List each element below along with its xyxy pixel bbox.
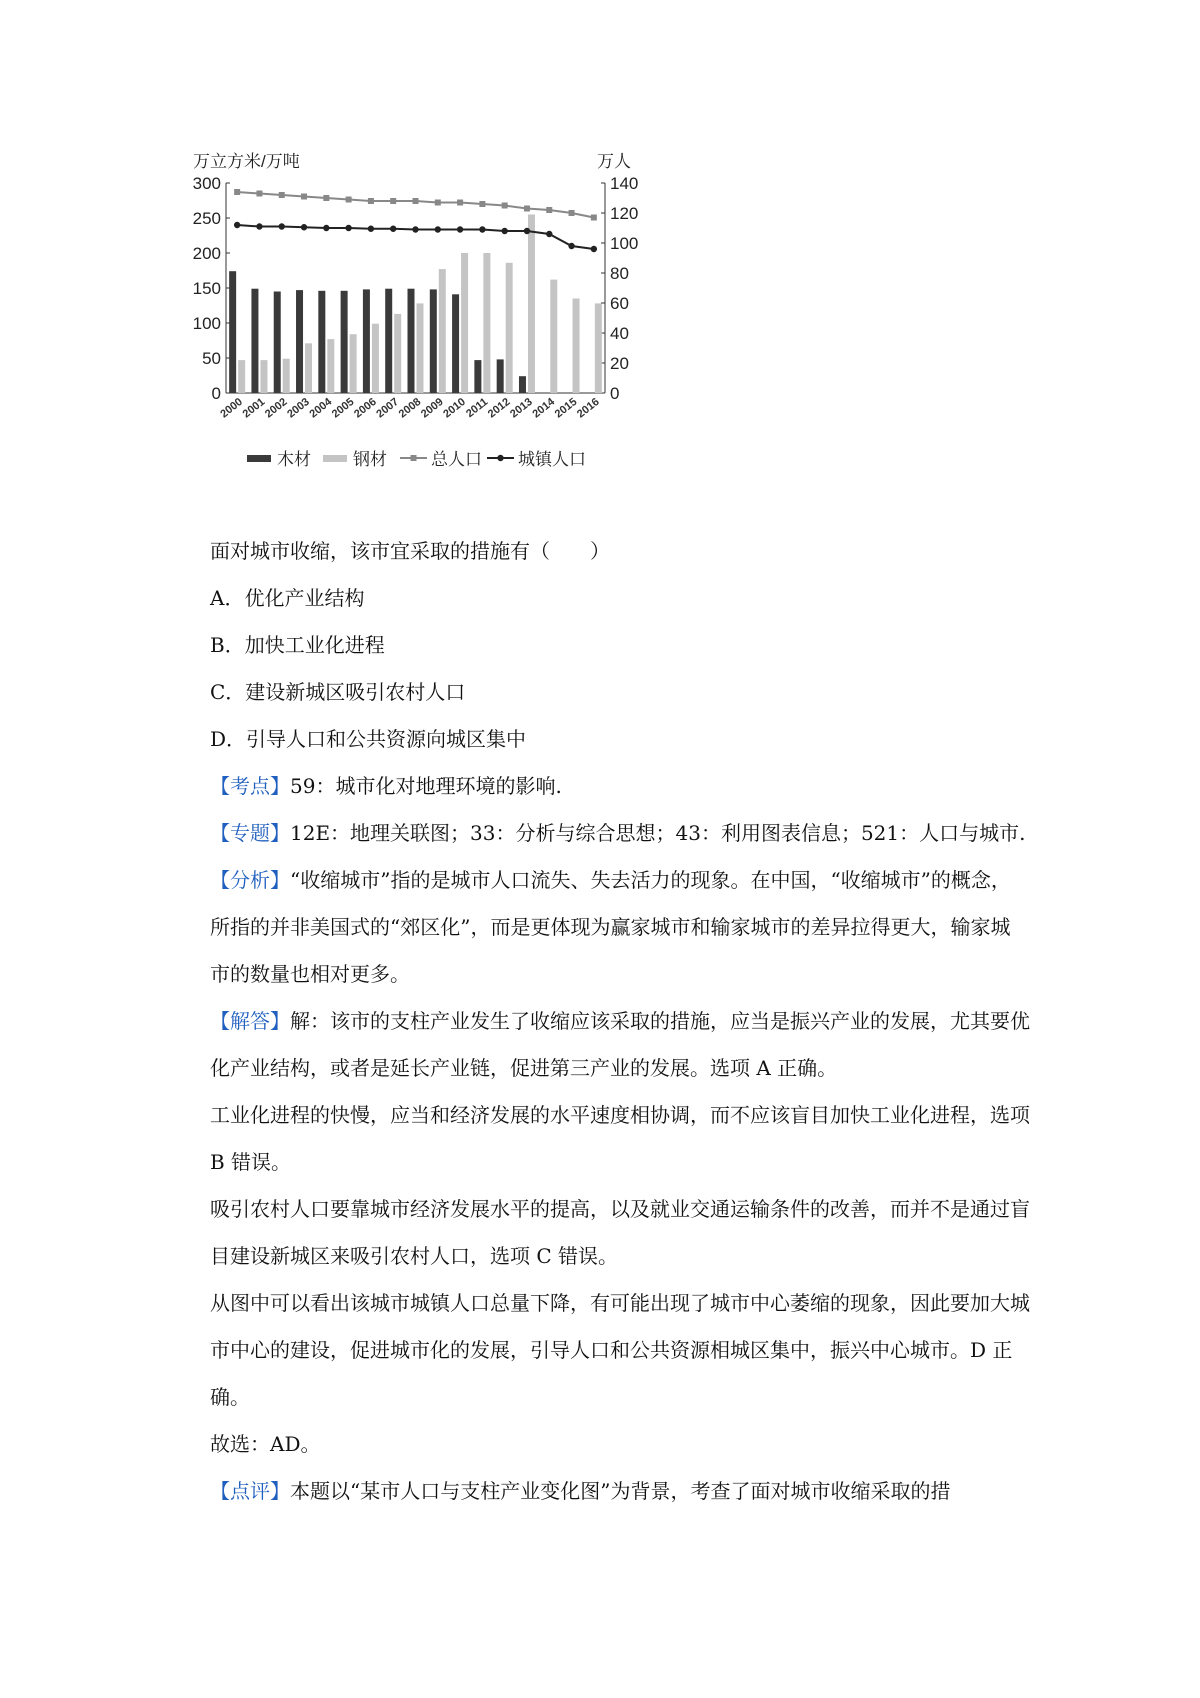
right-tick-label: 120	[610, 204, 639, 223]
total-population-point	[256, 191, 262, 197]
total-population-point	[502, 203, 508, 209]
total-population-point	[546, 207, 552, 213]
jieda-section	[210, 998, 1030, 1092]
legend-swatch-wood	[247, 455, 271, 462]
x-tick-label: 2001	[240, 395, 268, 421]
urban-population-point	[524, 228, 530, 234]
urban-population-point	[345, 225, 351, 231]
left-tick-label: 100	[192, 314, 221, 333]
zhuanti-text: 12E：地理关联图；33：分析与综合思想；43：利用图表信息；521：人口与城市.	[290, 821, 1026, 845]
x-tick-label: 2014	[530, 395, 558, 421]
kaodian-tag: 【考点】	[210, 774, 290, 798]
x-tick-label: 2008	[396, 395, 424, 421]
legend-swatch-steel	[323, 455, 347, 462]
wood-bar	[318, 291, 325, 393]
urban-population-point	[323, 225, 329, 231]
total-population-point	[279, 192, 285, 198]
total-population-point	[323, 195, 329, 201]
steel-bar	[305, 343, 312, 393]
chart-axes	[193, 174, 639, 403]
option-d: D．引导人口和公共资源向城区集中	[210, 727, 527, 751]
urban-population-point	[479, 226, 485, 232]
chart-legend	[247, 450, 586, 469]
x-tick-label: 2006	[352, 395, 379, 421]
total-population-point	[368, 198, 374, 204]
urban-population-point	[279, 223, 285, 229]
x-tick-label: 2013	[508, 395, 535, 421]
x-tick-label: 2002	[262, 395, 290, 421]
right-tick-label: 80	[610, 264, 629, 283]
x-tick-label: 2000	[218, 395, 245, 421]
steel-bar	[327, 339, 334, 393]
x-tick-label: 2012	[485, 395, 513, 421]
right-tick-label: 0	[610, 384, 620, 403]
urban-population-point	[435, 226, 441, 232]
total-population-point	[569, 210, 575, 216]
option-a: A．优化产业结构	[210, 586, 365, 610]
dianping-tag: 【点评】	[210, 1479, 290, 1503]
option-b: B．加快工业化进程	[210, 633, 385, 657]
x-tick-label: 2015	[552, 395, 580, 421]
steel-bar	[238, 360, 245, 393]
urban-population-point	[457, 226, 463, 232]
urban-population-point	[412, 226, 418, 232]
steel-bar	[283, 359, 290, 393]
x-tick-label: 2016	[575, 395, 602, 421]
urban-population-point	[234, 222, 240, 228]
zhuanti-tag: 【专题】	[210, 821, 290, 845]
kaodian-section	[210, 763, 1030, 810]
urban-population-point	[368, 226, 374, 232]
left-tick-label: 200	[192, 244, 221, 263]
right-tick-label: 140	[610, 174, 639, 193]
right-axis-title: 万人	[597, 152, 631, 171]
steel-bar	[483, 253, 490, 393]
wood-bar	[408, 289, 415, 393]
steel-bar	[573, 299, 580, 394]
wood-bar	[452, 294, 459, 393]
fenxi-tag: 【分析】	[210, 868, 290, 892]
wood-bar	[474, 360, 481, 393]
total-population-point	[457, 200, 463, 206]
urban-population-point	[546, 231, 552, 237]
left-tick-label: 250	[192, 209, 221, 228]
urban-population-point	[568, 243, 574, 249]
total-population-point	[346, 197, 352, 203]
steel-bar	[506, 263, 513, 393]
steel-bar	[595, 303, 602, 393]
jieda-tag: 【解答】	[210, 1009, 290, 1033]
x-tick-label: 2011	[464, 395, 491, 421]
urban-population-point	[501, 228, 507, 234]
steel-bar	[394, 314, 401, 393]
urban-population-point	[301, 224, 307, 230]
right-tick-label: 40	[610, 324, 629, 343]
total-population-line	[237, 192, 594, 218]
wood-bar	[430, 289, 437, 393]
x-tick-label: 2007	[374, 395, 402, 421]
left-tick-label: 0	[211, 384, 221, 403]
wood-bar	[363, 289, 370, 393]
fenxi-text: “收缩城市”指的是城市人口流失、失去活力的现象。在中国，“收缩城市”的概念，所指的并非美国式的“郊区化”，而是更体现为赢家城市和输家城市的差异拉得更大，输家城市的数量也相对更多。	[210, 868, 1011, 986]
wood-bar	[385, 289, 392, 393]
legend-label-total-pop: 总人口	[431, 450, 482, 469]
left-axis-title: 万立方米/万吨	[193, 152, 300, 171]
left-tick-label: 300	[192, 174, 221, 193]
dianping-text: 本题以“某市人口与支柱产业变化图”为背景，考查了面对城市收缩采取的措	[290, 1479, 951, 1503]
x-tick-label: 2005	[329, 395, 357, 421]
x-tick-label: 2004	[307, 395, 335, 421]
total-population-point	[234, 189, 240, 195]
option-c: C．建设新城区吸引农村人口	[210, 680, 466, 704]
legend-label-urban-pop: 城镇人口	[518, 450, 586, 469]
legend-marker-urban-pop	[497, 455, 503, 461]
x-tick-label: 2003	[285, 395, 312, 421]
wood-bar	[229, 271, 236, 393]
wood-bar	[519, 376, 526, 393]
legend-marker-total-pop	[411, 455, 417, 461]
steel-bar	[461, 253, 468, 393]
bar-series-group	[229, 215, 602, 394]
total-population-point	[301, 194, 307, 200]
total-population-point	[413, 198, 419, 204]
steel-bar	[350, 334, 357, 393]
left-tick-label: 50	[202, 349, 221, 368]
total-population-point	[390, 198, 396, 204]
question-stem: 面对城市收缩，该市宜采取的措施有（ ）	[210, 539, 610, 563]
kaodian-text: 59：城市化对地理环境的影响.	[290, 774, 562, 798]
total-population-point	[524, 206, 530, 212]
wood-bar	[296, 290, 303, 393]
legend-label-wood: 木材	[277, 450, 311, 469]
urban-population-point	[256, 223, 262, 229]
steel-bar	[439, 269, 446, 393]
x-tick-label: 2009	[418, 395, 446, 421]
population-industry-chart	[192, 152, 675, 515]
legend-label-steel: 钢材	[353, 450, 387, 469]
x-tick-label: 2010	[441, 395, 468, 421]
steel-bar	[417, 303, 424, 393]
total-population-point	[479, 201, 485, 207]
wood-bar	[251, 289, 258, 393]
wood-bar	[341, 291, 348, 393]
left-tick-label: 150	[192, 279, 221, 298]
wood-bar	[274, 292, 281, 394]
dianping-section	[210, 1468, 1030, 1515]
steel-bar	[372, 324, 379, 393]
steel-bar	[528, 215, 535, 394]
right-tick-label: 60	[610, 294, 629, 313]
right-tick-label: 100	[610, 234, 639, 253]
zhuanti-section	[210, 810, 1030, 857]
question-content	[210, 528, 1030, 1515]
answer-paragraph-b: 工业化进程的快慢，应当和经济发展的水平速度相协调，而不应该盲目加快工业化进程，选项 B 错误。	[210, 1103, 1030, 1174]
total-population-point	[591, 215, 597, 221]
answer-paragraph-d: 从图中可以看出该城市城镇人口总量下降，有可能出现了城市中心萎缩的现象，因此要加大城市中心的建设，促进城市化的发展，引导人口和公共资源相城区集中，振兴中心城市。D 正确。	[210, 1291, 1030, 1409]
jieda-text: 解：该市的支柱产业发生了收缩应该采取的措施，应当是振兴产业的发展，尤其要优化产业结构，或者是延长产业链，促进第三产业的发展。选项 A 正确。	[210, 1009, 1030, 1080]
wood-bar	[497, 359, 504, 393]
total-population-point	[435, 200, 441, 206]
fenxi-section	[210, 857, 1030, 998]
right-tick-label: 20	[610, 354, 629, 373]
answer-paragraph-c: 吸引农村人口要靠城市经济发展水平的提高，以及就业交通运输条件的改善，而并不是通过盲目建设新城区来吸引农村人口，选项 C 错误。	[210, 1197, 1030, 1268]
final-answer: 故选：AD。	[210, 1432, 321, 1456]
x-tick-labels	[218, 395, 601, 420]
urban-population-point	[390, 226, 396, 232]
steel-bar	[550, 280, 557, 393]
urban-population-point	[591, 246, 597, 252]
steel-bar	[260, 360, 267, 393]
line-series-group	[234, 189, 597, 252]
